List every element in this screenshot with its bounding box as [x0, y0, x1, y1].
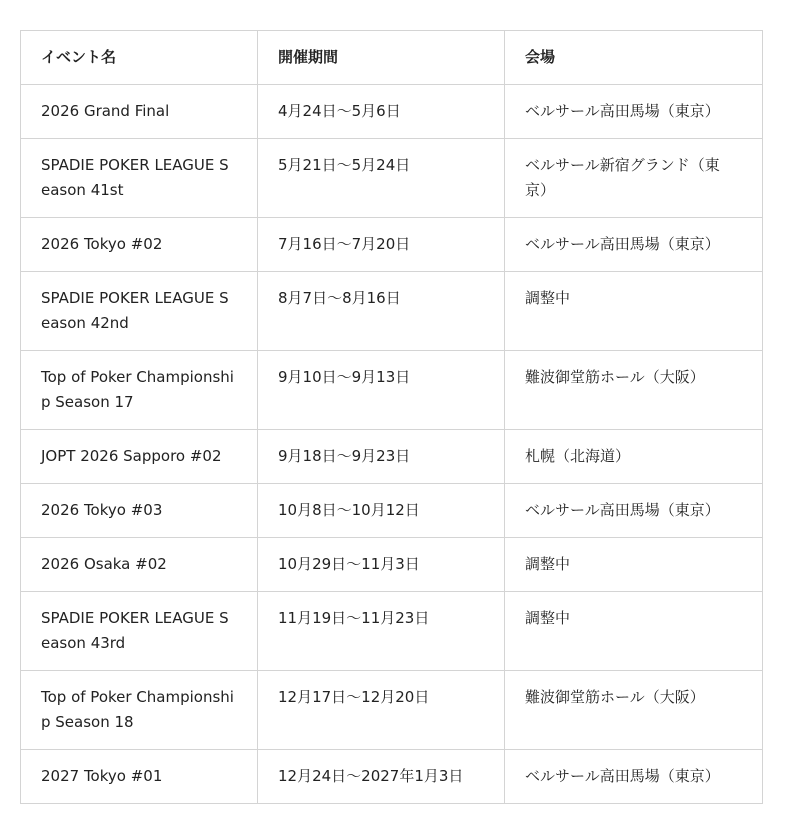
header-venue: 会場 — [505, 31, 763, 85]
venue-cell: 難波御堂筋ホール（大阪） — [505, 351, 763, 430]
table-row — [21, 592, 763, 671]
event-name-cell: Top of Poker Championship Season 17 — [21, 351, 258, 430]
venue-cell: 札幌（北海道） — [505, 430, 763, 484]
event-name-cell: SPADIE POKER LEAGUE Season 43rd — [21, 592, 258, 671]
period-cell: 10月8日〜10月12日 — [258, 484, 505, 538]
event-name-cell: 2026 Tokyo #03 — [21, 484, 258, 538]
table-row — [21, 139, 763, 218]
period-cell: 11月19日〜11月23日 — [258, 592, 505, 671]
period-cell: 10月29日〜11月3日 — [258, 538, 505, 592]
event-name-cell: SPADIE POKER LEAGUE Season 41st — [21, 139, 258, 218]
venue-cell: ベルサール高田馬場（東京） — [505, 218, 763, 272]
period-cell: 4月24日〜5月6日 — [258, 85, 505, 139]
table-row — [21, 484, 763, 538]
venue-cell: ベルサール高田馬場（東京） — [505, 750, 763, 804]
table-row — [21, 218, 763, 272]
event-name-cell: 2026 Grand Final — [21, 85, 258, 139]
table-row — [21, 351, 763, 430]
header-period: 開催期間 — [258, 31, 505, 85]
table-row — [21, 671, 763, 750]
table-row — [21, 538, 763, 592]
period-cell: 9月10日〜9月13日 — [258, 351, 505, 430]
event-name-cell: 2026 Osaka #02 — [21, 538, 258, 592]
table-row — [21, 85, 763, 139]
table-header-row — [21, 31, 763, 85]
event-name-cell: Top of Poker Championship Season 18 — [21, 671, 258, 750]
event-schedule — [20, 30, 762, 804]
period-cell: 7月16日〜7月20日 — [258, 218, 505, 272]
period-cell: 5月21日〜5月24日 — [258, 139, 505, 218]
period-cell: 8月7日〜8月16日 — [258, 272, 505, 351]
event-name-cell: 2027 Tokyo #01 — [21, 750, 258, 804]
period-cell: 9月18日〜9月23日 — [258, 430, 505, 484]
event-schedule-table — [20, 30, 763, 804]
venue-cell: ベルサール高田馬場（東京） — [505, 85, 763, 139]
venue-cell: 調整中 — [505, 272, 763, 351]
table-row — [21, 272, 763, 351]
venue-cell: ベルサール高田馬場（東京） — [505, 484, 763, 538]
venue-cell: ベルサール新宿グランド（東京） — [505, 139, 763, 218]
period-cell: 12月24日〜2027年1月3日 — [258, 750, 505, 804]
event-name-cell: SPADIE POKER LEAGUE Season 42nd — [21, 272, 258, 351]
table-row — [21, 750, 763, 804]
header-event-name: イベント名 — [21, 31, 258, 85]
venue-cell: 難波御堂筋ホール（大阪） — [505, 671, 763, 750]
table-row — [21, 430, 763, 484]
event-name-cell: JOPT 2026 Sapporo #02 — [21, 430, 258, 484]
venue-cell: 調整中 — [505, 592, 763, 671]
venue-cell: 調整中 — [505, 538, 763, 592]
event-name-cell: 2026 Tokyo #02 — [21, 218, 258, 272]
period-cell: 12月17日〜12月20日 — [258, 671, 505, 750]
